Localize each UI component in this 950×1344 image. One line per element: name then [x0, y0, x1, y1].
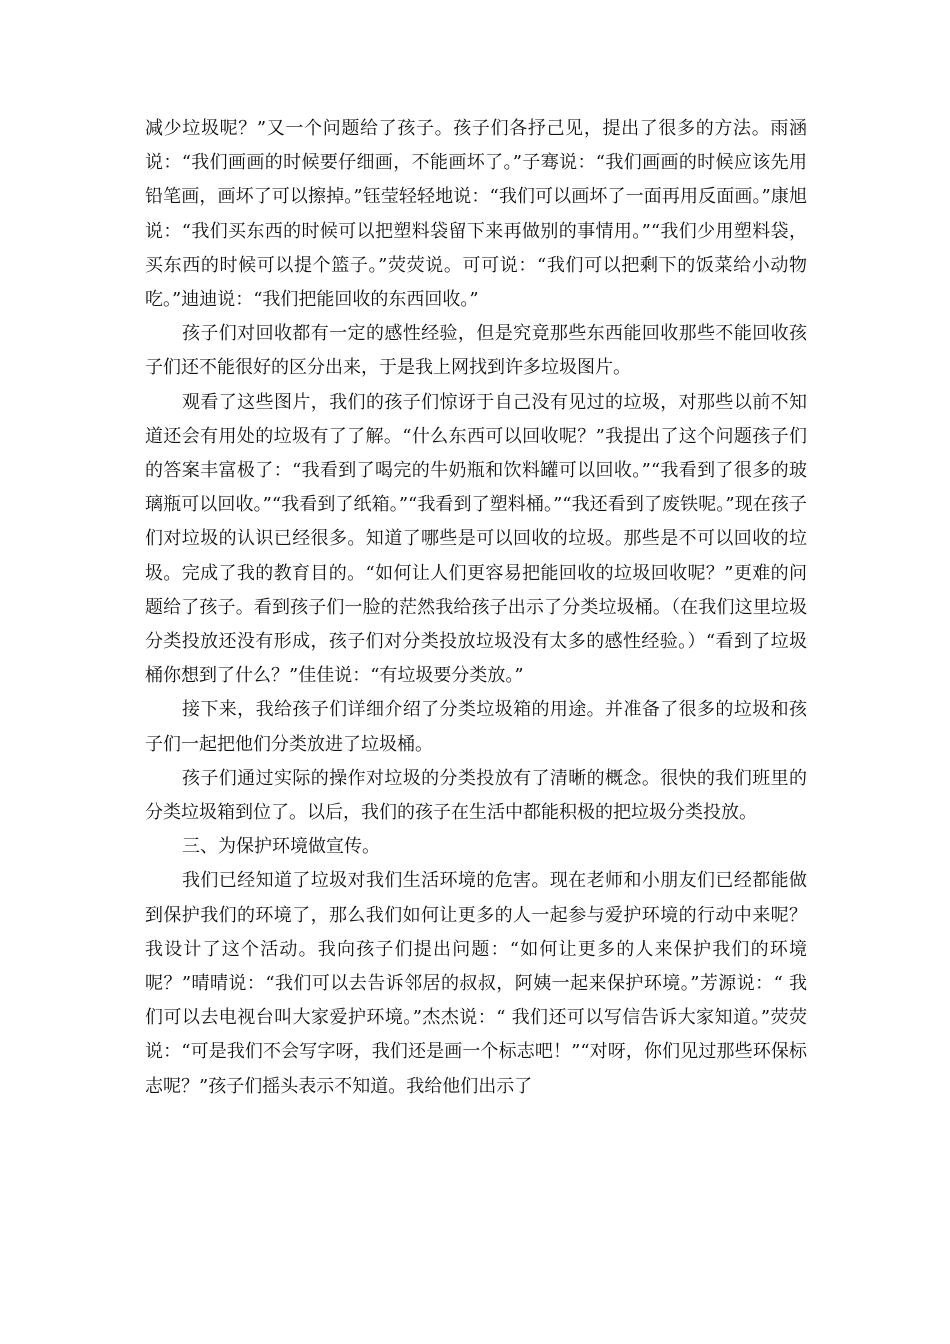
document-body	[145, 112, 807, 1104]
paragraph-4: 接下来，我给孩子们详细介绍了分类垃圾箱的用途。并准备了很多的垃圾和孩子们一起把他们分类放进了垃圾桶。	[145, 699, 807, 755]
paragraph-2: 孩子们对回收都有一定的感性经验，但是究竟那些东西能回收那些不能回收孩子们还不能很好的区分出来，于是我上网找到许多垃圾图片。	[145, 323, 807, 379]
paragraph-1: 减少垃圾呢？”又一个问题给了孩子。孩子们各抒己见，提出了很多的方法。雨涵说：“我们画画的时候要仔细画，不能画坏了。”子骞说：“我们画画的时候应该先用铅笔画，画坏了可以擦掉。”钰莹轻轻地说：“我们可以画坏了一面再用反面画。”康旭说：“我们买东西的时候可以把塑料袋留下来再做别的事情用。”“我们少用塑料袋，买东西的时候可以提个篮子。”荧荧说。可可说：“我们可以把剩下的饭菜给小动物吃。”迪迪说：“我们把能回收的东西回收。”	[145, 118, 807, 311]
paragraph-6: 我们已经知道了垃圾对我们生活环境的危害。现在老师和小朋友们已经都能做到保护我们的环境了，那么我们如何让更多的人一起参与爱护环境的行动中来呢？我设计了这个活动。我向孩子们提出问题：“如何让更多的人来保护我们的环境呢？”晴晴说：“我们可以去告诉邻居的叔叔，阿姨一起来保护环境。”芳源说：“ 我们可以去电视台叫大家爱护环境。”杰杰说：“ 我们还可以写信告诉大家知道。”荧荧说：“可是我们不会写字呀，我们还是画一个标志吧！”“对呀，你们见过那些环保标志呢？”孩子们摇头表示不知道。我给他们出示了	[145, 870, 807, 1097]
section-heading: 三、为保护环境做宣传。	[182, 836, 380, 858]
paragraph-5: 孩子们通过实际的操作对垃圾的分类投放有了清晰的概念。很快的我们班里的分类垃圾箱到位了。以后，我们的孩子在生活中都能积极的把垃圾分类投放。	[145, 767, 807, 824]
paragraph-3: 观看了这些图片，我们的孩子们惊讶于自己没有见过的垃圾，对那些以前不知道还会有用处的垃圾有了了解。“什么东西可以回收呢？”我提出了这个问题孩子们的答案丰富极了：“我看到了喝完的牛奶瓶和饮料罐可以回收。”“我看到了很多的玻璃瓶可以回收。”“我看到了纸箱。”“我看到了塑料桶。”“我还看到了废铁呢。”现在孩子们对垃圾的认识已经很多。知道了哪些是可以回收的垃圾。那些是不可以回收的垃圾。完成了我的教育目的。“如何让人们更容易把能回收的垃圾回收呢？”更难的问题给了孩子。看到孩子们一脸的茫然我给孩子出示了分类垃圾桶。（在我们这里垃圾分类投放还没有形成，孩子们对分类投放垃圾没有太多的感性经验。）“看到了垃圾桶你想到了什么？”佳佳说：“有垃圾要分类放。”	[145, 391, 807, 687]
